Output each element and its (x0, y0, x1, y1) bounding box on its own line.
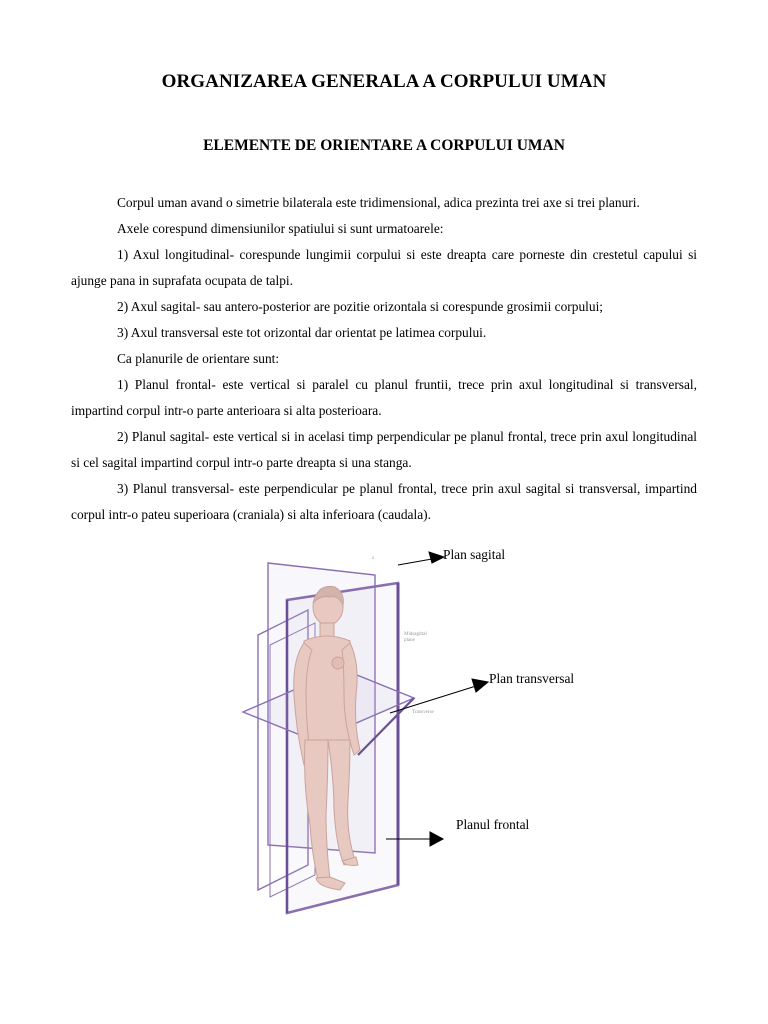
section-heading: ELEMENTE DE ORIENTARE A CORPULUI UMAN (203, 137, 565, 154)
svg-text:Transverse: Transverse (412, 710, 434, 715)
paragraph: Corpul uman avand o simetrie bilaterala este tridimensional, adica prezinta trei axe si trei planuri. (117, 195, 640, 210)
paragraph: 1) Axul longitudinal- corespunde lungimii corpului si este dreapta care porneste din crestetul capului si ajunge pana in suprafata ocupata de talpi. (71, 247, 697, 288)
paragraph: Ca planurile de orientare sunt: (117, 351, 280, 366)
page-title: ORGANIZAREA GENERALA A CORPULUI UMAN (161, 71, 607, 92)
arrowhead-frontal (430, 832, 443, 846)
svg-text:plane: plane (404, 638, 415, 643)
paragraph: 3) Axul transversal este tot orizontal dar orientat pe latimea corpului. (117, 325, 487, 340)
paragraph: 2) Planul sagital- este vertical si in acelasi timp perpendicular pe planul frontal, trece prin axul longitudinal si cel sagital impartind corpul intr-o parte dreapta si una stanga. (71, 429, 697, 470)
anatomical-planes-figure (0, 545, 768, 950)
paragraph: 2) Axul sagital- sau antero-posterior are pozitie orizontala si corespunde grosimii corpului; (117, 299, 604, 314)
arrow-sagital (398, 559, 432, 565)
paragraph: Axele corespund dimensiunilor spatiului si sunt urmatoarele: (117, 221, 444, 236)
anatomical-planes-illustration (0, 545, 768, 945)
paragraph: 1) Planul frontal- este vertical si paralel cu planul fruntii, trece prin axul longitudinal si transversal, impartind corpul intr-o parte anterioara si alta posterioara. (71, 377, 697, 418)
arrowhead-transversal (472, 679, 488, 692)
svg-text:Midsagittal: Midsagittal (404, 632, 427, 637)
label-planul-frontal: Planul frontal (456, 817, 530, 832)
arrowhead-sagital (429, 552, 444, 563)
body-text (71, 190, 697, 528)
paragraph: 3) Planul transversal- este perpendicular pe planul frontal, trece prin axul sagital si transversal, impartind corpul intr-o pateu superioara (craniala) si alta inferioara (caudala). (71, 481, 697, 522)
label-plan-transversal: Plan transversal (489, 671, 575, 686)
label-plan-sagital: Plan sagital (443, 547, 506, 562)
svg-text:z: z (372, 556, 375, 561)
